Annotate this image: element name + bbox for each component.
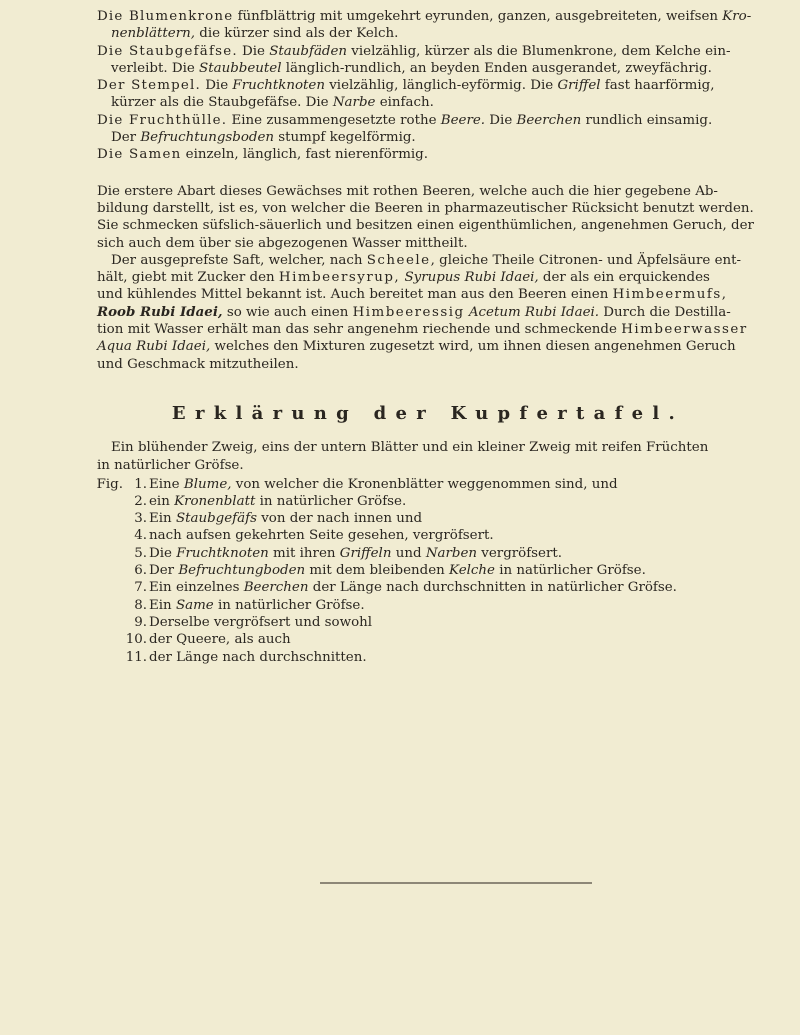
entry-italic: Griffel — [557, 78, 601, 94]
entry-italic: Beere. — [440, 112, 486, 128]
entry-text: einzeln, länglich, fast nierenförmig. — [181, 147, 429, 163]
intro-line: Ein blühender Zweig, eins der untern Blätter und ein kleiner Zweig mit reifen Früchten — [111, 439, 709, 455]
fig-text: von welcher die Kronenblätter weggenommen sind, und — [231, 476, 618, 492]
entry-italic: Fruchtknoten — [232, 78, 325, 94]
fig-text: mit ihren — [268, 545, 340, 561]
fig-italic: Griffeln — [339, 545, 392, 561]
figure-item — [97, 649, 759, 666]
figure-item — [97, 597, 759, 614]
plate-title: Erklärung der Kupfertafel. — [171, 402, 685, 424]
fig-text: nach aufsen gekehrten Seite gesehen, vergröfsert. — [149, 528, 494, 544]
term-himbeersyrup: Himbeersyrup, — [278, 270, 401, 286]
entry-italic: Narbe — [332, 95, 376, 111]
entry-italic: Befruchtungsboden — [140, 130, 275, 146]
fig-number: 8. — [134, 597, 147, 613]
figure-item — [97, 545, 759, 562]
figure-item — [97, 527, 759, 544]
text-column — [97, 8, 759, 666]
fig-italic: Blume, — [183, 476, 232, 492]
fig-italic: Kelche — [449, 563, 495, 579]
entry-text: Die — [200, 78, 233, 94]
entry-text: stumpf kegelförmig. — [274, 130, 416, 146]
entry-text: Der — [111, 130, 141, 146]
fig-text: der Länge nach durchschnitten. — [149, 649, 367, 665]
fig-italic: Befruchtungboden — [178, 563, 306, 579]
fig-italic: Same — [175, 597, 214, 613]
entry-head: Die Fruchthülle. — [97, 112, 228, 128]
entry-stempel — [97, 77, 759, 112]
paragraph-2 — [97, 252, 759, 373]
fig-number: 4. — [134, 528, 147, 544]
entry-text: Die — [485, 112, 517, 128]
fig-text: mit dem bleibenden — [305, 563, 450, 579]
entry-head: Die Blumenkrone — [97, 9, 234, 24]
plate-intro — [97, 439, 759, 475]
paragraph-text: , gleiche Theile Citronen- und Äpfelsäure ent- — [430, 252, 742, 268]
entry-head: Der Stempel. — [97, 78, 201, 94]
fig-text: von der nach innen und — [256, 511, 423, 527]
latin-term: Aqua Rubi Idaei, — [97, 339, 211, 355]
fig-number: 7. — [134, 580, 147, 596]
entry-text: rundlich einsamig. — [581, 112, 713, 128]
entry-text: die kürzer sind als der Kelch. — [194, 26, 399, 42]
fig-text: Derselbe vergröfsert und sowohl — [149, 614, 373, 630]
latin-term: Acetum Rubi Idaei. — [468, 304, 600, 320]
name-scheele: Scheele — [366, 252, 431, 268]
fig-text: ein — [149, 493, 175, 509]
fig-number: 6. — [134, 563, 147, 579]
entry-text: fünfblättrig mit umgekehrt eyrunden, ganzen, ausgebreiteten, weifsen — [233, 9, 723, 24]
fig-number: 2. — [134, 493, 147, 509]
paragraph-text: welches den Mixturen zugesetzt wird, um ihnen diesen angenehmen Geruch — [210, 339, 736, 355]
entry-italic: Beerchen — [516, 112, 582, 128]
fig-text: der Queere, als auch — [149, 632, 291, 648]
paragraph-line — [97, 286, 759, 303]
paragraph-line — [97, 338, 759, 355]
paragraph-text: und kühlendes Mittel bekannt ist. Auch bereitet man aus den Beeren einen — [97, 287, 613, 303]
entry-head: Die Samen — [97, 147, 182, 163]
fig-text: in natürlicher Gröfse. — [494, 563, 646, 579]
figure-list — [97, 476, 759, 666]
entry-staubgefaesse — [97, 43, 759, 78]
paragraph-text: tion mit Wasser erhält man das sehr angenehm riechende und schmeckende — [97, 322, 622, 338]
fig-text: der Länge nach durchschnitten in natürlicher Gröfse. — [308, 580, 677, 596]
figure-item — [97, 614, 759, 631]
figure-item — [97, 631, 759, 648]
entry-text: fast haarförmig, — [600, 78, 715, 94]
paragraph-text: der als ein erquickendes — [538, 270, 710, 286]
fig-text: Die — [149, 545, 177, 561]
fig-number: 10. — [125, 632, 147, 648]
fig-italic: Narben — [425, 545, 478, 561]
fig-number: 1. — [134, 476, 147, 492]
figure-item — [97, 493, 759, 510]
fig-text: Eine — [149, 476, 184, 492]
entry-italic: Staubbeutel — [199, 60, 282, 76]
entry-text: vielzählig, kürzer als die Blumenkrone, dem Kelche ein- — [347, 43, 731, 59]
fig-text: Ein einzelnes — [149, 580, 244, 596]
term-himbeerwasser: Himbeerwasser — [621, 322, 748, 338]
fig-italic: Staubgefäfs — [175, 511, 257, 527]
paragraph-line: bildung darstellt, ist es, von welcher die Beeren in pharmazeutischer Rücksicht benutzt werden. — [97, 200, 754, 216]
paragraph-line: und Geschmack mitzutheilen. — [97, 356, 299, 372]
fig-number: 5. — [134, 545, 147, 561]
entry-head: Die Staubgefäfse. — [97, 43, 238, 59]
spacer — [97, 164, 759, 183]
paragraph-line — [97, 269, 759, 286]
figure-item — [97, 562, 759, 579]
fig-italic: Beerchen — [243, 580, 309, 596]
fig-number: 11. — [125, 649, 147, 665]
paragraph-line: Die erstere Abart dieses Gewächses mit rothen Beeren, welche auch die hier gegebene Ab- — [97, 183, 718, 199]
fig-text: in natürlicher Gröfse. — [255, 493, 407, 509]
paragraph-line — [97, 252, 759, 269]
fig-text: in natürlicher Gröfse. — [213, 597, 365, 613]
entry-italic: nenblättern, — [111, 26, 195, 42]
figure-item — [97, 579, 759, 596]
fig-prefix: Fig. — [96, 476, 123, 492]
paragraph-1 — [97, 183, 759, 252]
latin-term: Syrupus Rubi Idaei, — [404, 270, 539, 286]
paragraph-text: hält, giebt mit Zucker den — [97, 270, 279, 286]
paragraph-line — [97, 321, 759, 338]
paragraph-text: so wie auch einen — [222, 304, 353, 320]
paragraph-text: Durch die Destilla- — [599, 304, 731, 320]
entry-italic: Staubfäden — [269, 43, 348, 59]
paragraph-line: Sie schmecken süfslich-säuerlich und besitzen einen eigenthümlichen, angenehmen Geruch, der — [97, 218, 754, 234]
fig-text: und — [391, 545, 426, 561]
closing-rule — [320, 882, 592, 884]
figure-item — [97, 510, 759, 527]
entry-text: länglich-rundlich, an beyden Enden ausgerandet, zweyfächrig. — [281, 60, 712, 76]
entry-italic: Kro- — [722, 9, 752, 24]
term-himbeermufs: Himbeermufs, — [612, 287, 728, 303]
entry-blumenkrone — [97, 8, 759, 43]
paragraph-line: sich auch dem über sie abgezogenen Wasser mittheilt. — [97, 235, 468, 251]
entry-text: einfach. — [375, 95, 434, 111]
paragraph-text: Der ausgeprefste Saft, welcher, nach — [111, 252, 367, 268]
fig-text: Ein — [149, 511, 176, 527]
entry-text: Die — [237, 43, 270, 59]
fig-italic: Kronenblatt — [174, 493, 256, 509]
fig-number: 3. — [134, 511, 147, 527]
fig-text: vergröfsert. — [477, 545, 563, 561]
entry-text: vielzählig, länglich-eyförmig. Die — [324, 78, 558, 94]
entry-text: kürzer als die Staubgefäfse. Die — [111, 95, 333, 111]
entry-text: verleibt. Die — [111, 60, 200, 76]
figure-item — [97, 476, 759, 493]
fig-italic: Fruchtknoten — [176, 545, 269, 561]
entry-fruchthuelle — [97, 112, 759, 147]
paragraph-line — [97, 304, 759, 321]
entry-text: Eine zusammengesetzte rothe — [227, 112, 441, 128]
term-himbeeressig: Himbeeressig — [352, 304, 465, 320]
fig-text: Der — [149, 563, 179, 579]
latin-term: Roob Rubi Idaei, — [97, 303, 223, 320]
fig-text: Ein — [149, 597, 176, 613]
intro-line: in natürlicher Gröfse. — [97, 458, 244, 474]
entry-samen — [97, 146, 759, 163]
fig-number: 9. — [134, 614, 147, 630]
